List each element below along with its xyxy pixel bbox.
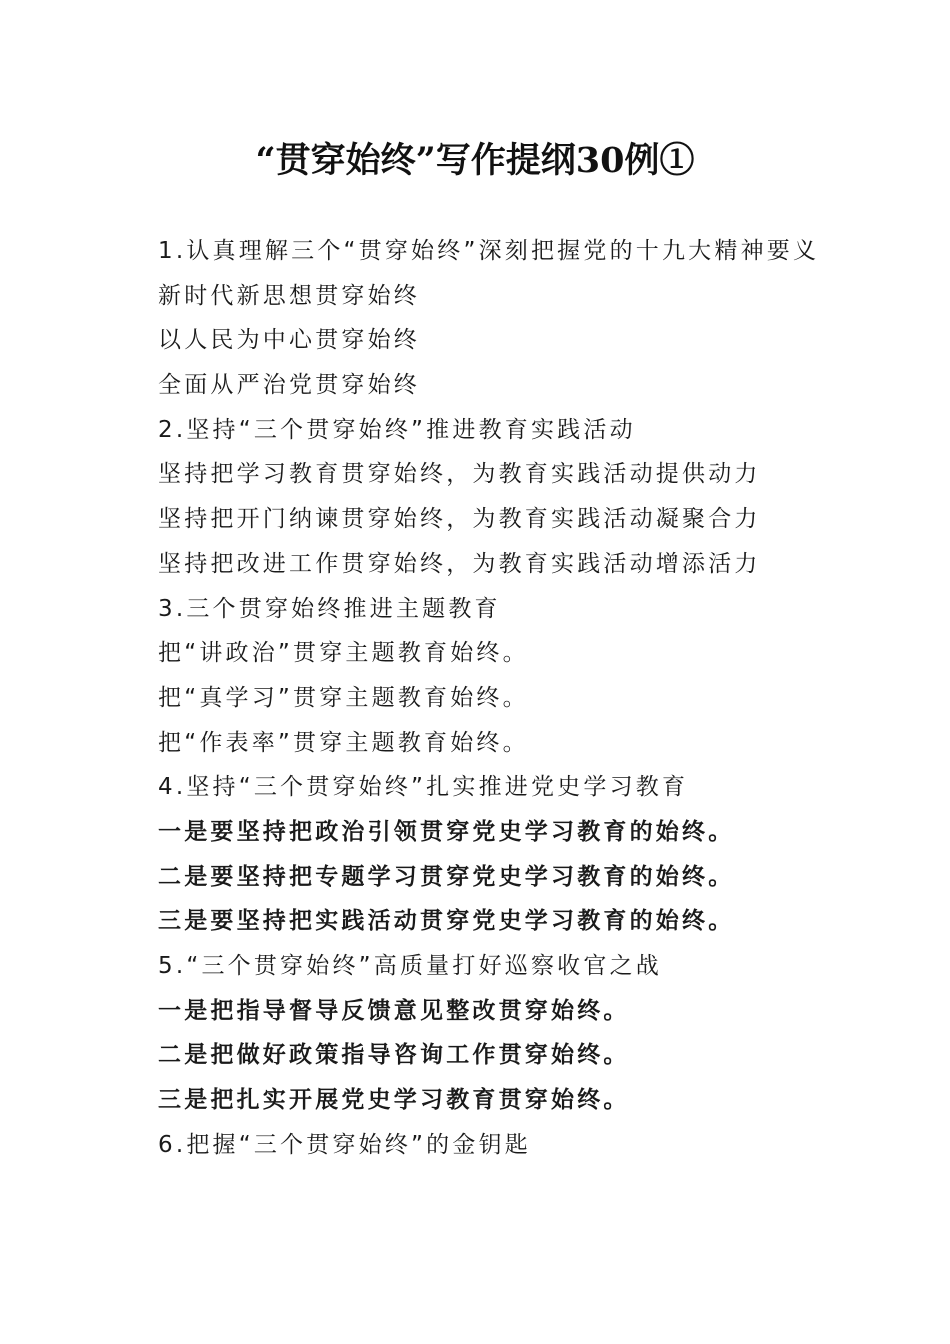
outline-item: 以人民为中心贯穿始终 (158, 327, 420, 354)
outline-item: 把“真学习”贯穿主题教育始终。 (158, 684, 529, 711)
section-heading-3: 3.三个贯穿始终推进主题教育 (158, 595, 501, 622)
section-heading-4: 4.坚持“三个贯穿始终”扎实推进党史学习教育 (158, 774, 689, 801)
outline-item: 二是要坚持把专题学习贯穿党史学习教育的始终。 (158, 863, 735, 890)
outline-item: 全面从严治党贯穿始终 (158, 372, 420, 399)
outline-item: 一是要坚持把政治引领贯穿党史学习教育的始终。 (158, 818, 735, 845)
section-heading-5: 5.“三个贯穿始终”高质量打好巡察收官之战 (158, 953, 662, 979)
outline-item: 把“作表率”贯穿主题教育始终。 (158, 729, 529, 756)
outline-item: 三是把扎实开展党史学习教育贯穿始终。 (158, 1087, 630, 1114)
outline-item: 坚持把开门纳谏贯穿始终，为教育实践活动凝聚合力 (158, 506, 761, 533)
outline-item: 新时代新思想贯穿始终 (158, 282, 420, 309)
section-heading-2: 2.坚持“三个贯穿始终”推进教育实践活动 (158, 416, 636, 443)
outline-item: 坚持把改进工作贯穿始终，为教育实践活动增添活力 (158, 550, 761, 577)
section-heading-6: 6.把握“三个贯穿始终”的金钥匙 (158, 1131, 531, 1158)
outline-item: 一是把指导督导反馈意见整改贯穿始终。 (158, 997, 630, 1024)
document-body (158, 229, 858, 1167)
outline-item: 把“讲政治”贯穿主题教育始终。 (158, 640, 529, 667)
outline-item: 三是要坚持把实践活动贯穿党史学习教育的始终。 (158, 908, 735, 935)
document-title: “贯穿始终”写作提纲30例① (255, 140, 695, 181)
outline-item: 二是把做好政策指导咨询工作贯穿始终。 (158, 1042, 630, 1069)
outline-item: 坚持把学习教育贯穿始终，为教育实践活动提供动力 (158, 461, 761, 488)
section-heading-1: 1.认真理解三个“贯穿始终”深刻把握党的十九大精神要义 (158, 238, 820, 264)
